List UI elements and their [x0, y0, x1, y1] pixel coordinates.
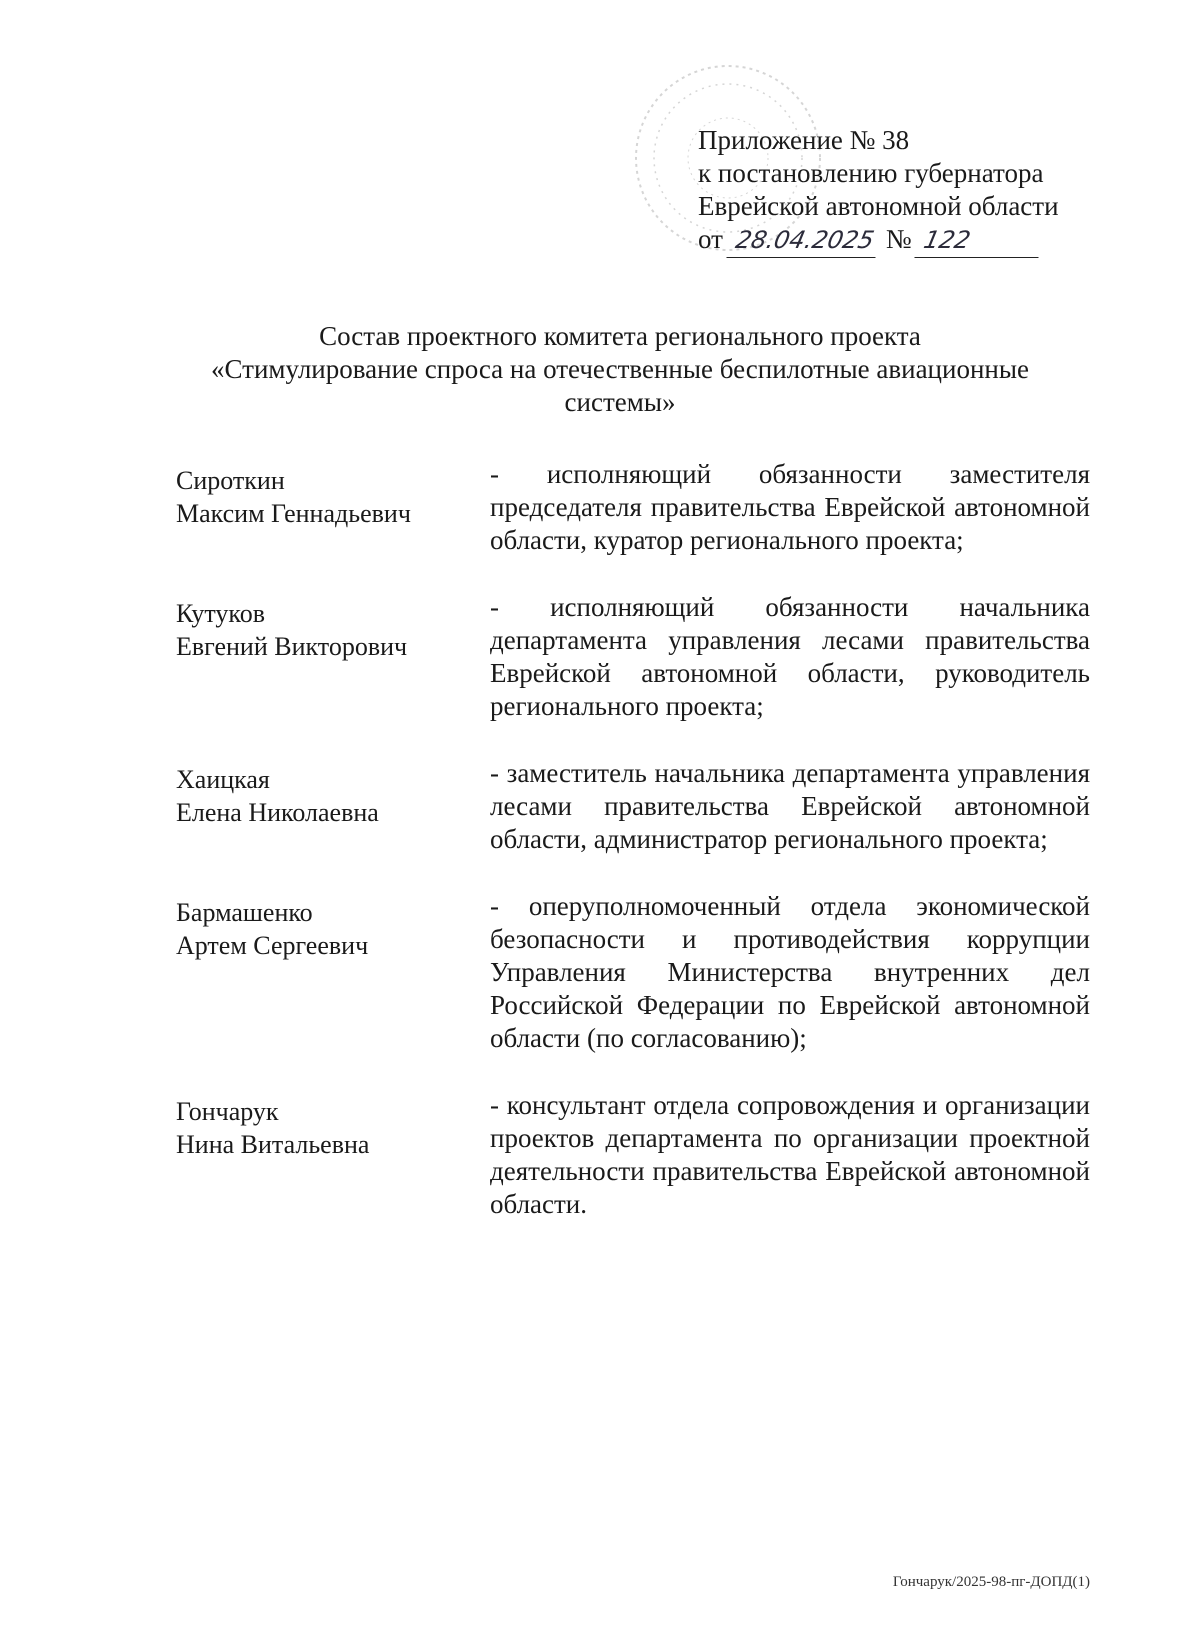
member-given-names: Максим Геннадьевич: [176, 499, 411, 528]
appendix-resolution: к постановлению губернатора: [698, 158, 1044, 188]
member-role: - заместитель начальника департамента управления лесами правительства Еврейской автономной области, администратор регионального проекта;: [490, 758, 1090, 854]
member-surname: Гончарук: [176, 1097, 279, 1126]
title-line-3: системы»: [564, 387, 676, 417]
member-role: - оперуполномоченный отдела экономической безопасности и противодействия коррупции Управления Министерства внутренних дел Российской Федерации по Еврейской автономной области (по согласованию);: [490, 891, 1090, 1053]
member-surname: Хаицкая: [176, 765, 270, 794]
appendix-date-line: [698, 223, 1059, 258]
member-name: [176, 458, 490, 557]
member-surname: Сироткин: [176, 466, 285, 495]
member-surname: Бармашенко: [176, 898, 313, 927]
committee-members-list: [176, 458, 1096, 1255]
member-role: - исполняющий обязанности начальника департамента управления лесами правительства Еврейской автономной области, руководитель регионального проекта;: [490, 592, 1090, 721]
document-title: [170, 320, 1070, 419]
member-row: [176, 757, 1096, 856]
appendix-block: [698, 124, 1059, 258]
member-row: [176, 591, 1096, 723]
document-footer-code: Гончарук/2025-98-пг-ДОПД(1): [892, 1574, 1090, 1590]
member-name: [176, 890, 490, 1055]
date-prefix: от: [698, 224, 723, 254]
member-row: [176, 458, 1096, 557]
member-given-names: Артем Сергеевич: [176, 931, 369, 960]
member-name: [176, 1089, 490, 1221]
appendix-number: Приложение № 38: [698, 125, 910, 155]
member-given-names: Елена Николаевна: [176, 798, 379, 827]
member-given-names: Евгений Викторович: [176, 632, 408, 661]
member-given-names: Нина Витальевна: [176, 1130, 370, 1159]
member-name: [176, 591, 490, 723]
member-row: [176, 1089, 1096, 1221]
member-row: [176, 890, 1096, 1055]
title-line-1: Состав проектного комитета регионального проекта: [319, 321, 921, 351]
member-name: [176, 757, 490, 856]
handwritten-date: 28.04.2025: [726, 224, 883, 258]
member-surname: Кутуков: [176, 599, 265, 628]
member-role: - консультант отдела сопровождения и организации проектов департамента по организации проектной деятельности правительства Еврейской автономной области.: [490, 1090, 1090, 1219]
appendix-region: Еврейской автономной области: [698, 191, 1059, 221]
member-role: - исполняющий обязанности заместителя председателя правительства Еврейской автономной области, куратор регионального проекта;: [490, 459, 1090, 555]
number-sign: №: [885, 224, 912, 254]
title-line-2: «Стимулирование спроса на отечественные беспилотные авиационные: [211, 354, 1029, 384]
handwritten-number: 122: [915, 224, 1046, 258]
